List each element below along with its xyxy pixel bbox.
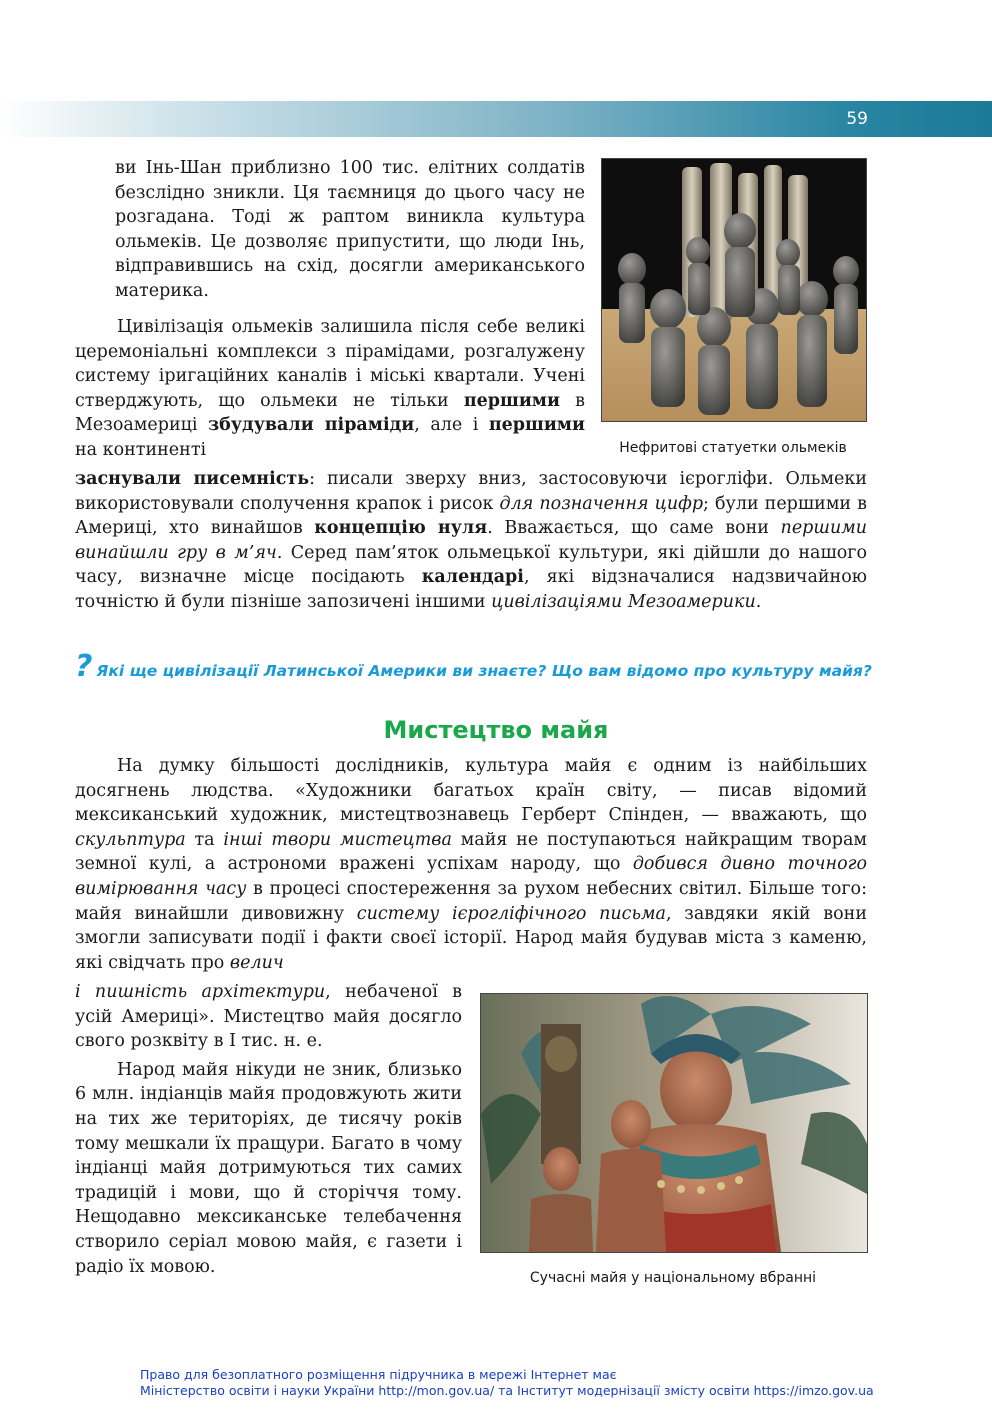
olmec-s9: , які відзначалися надзвичайною точністю й були пізніше запозичені іншими [75,567,867,612]
review-question [75,649,875,684]
olmec-figurines-photo [601,158,867,422]
section-title: Мистецтво майя [383,716,609,744]
maya-i4: систему ієрогліфічного письма [356,903,666,924]
question-text: Які ще цивілізації Латинської Америки ви знаєте? Що вам відомо про культуру майя? [96,662,872,680]
last-paragraph: Народ майя нікуди не зник, близько 6 млн. індіанців майя продовжують жити на тих же територіях, де тисячу років тому мешкали їх пращури. Багато в чому індіанці майя дотримуються тих самих традицій і мови, що й сторіччя тому. Нещодавно мексиканське телебачення створило серіал мовою майя, є газети і радіо їх мовою. [75,1059,462,1277]
page-number: 59 [846,109,868,129]
olmec-i3: цивілізаціями Мезоамерики [491,591,756,612]
maya-costume-photo [480,993,868,1253]
olmec-s5: : писали зверху вниз, застосовуючи ієрогліфи. Ольмеки використовували сполучення крапок і рисок [75,469,868,514]
olmec-text-part2 [75,467,867,615]
olmec-b2: збудували піраміди [207,415,415,436]
maya-s5: , завдяки якій вони змогли записувати події і факти своєї історії. Народ майя будував міста з каменю, які свідчать про [75,903,868,973]
olmec-b4: заснували писемність [75,469,310,489]
maya-s1: На думку більшості дослідників, культура майя є одним із найбільших досягнень людства. «Художники багатьох країн світу, — писав відомий мексиканський художник, мистецтвознавець Герберт Спінден, — вважають, що [75,756,867,826]
olmec-b6: календарі [421,567,524,588]
maya-i3: добився дивно точного вимірювання часу [75,854,867,899]
maya-i6: і пишність архітектури [75,982,326,1002]
footer-line2: Міністерство освіти і науки України http://mon.gov.ua/ та Інститут модернізації змісту освіти https://imzo.gov.ua [140,1383,874,1398]
header-bar [0,101,992,137]
maya-s2: та [185,829,224,850]
olmec-s8: . Серед пам’яток ольмецької культури, які дійшли до нашого часу, визначне місце посідають [75,542,867,588]
olmec-s7: . Вважається, що саме вони [487,518,781,539]
olmec-s4: на континенті [75,439,207,460]
olmec-i1: для позначення цифр [499,493,704,514]
olmec-b3: першими [488,415,585,436]
figure1-caption: Нефритові статуетки ольмеків [619,440,847,456]
question-mark-icon: ? [75,649,93,684]
maya-s3: майя не поступаються найкращим творам земної кулі, а астрономи вражені успіхам народу, що [75,829,867,875]
maya-s4: в процесі спостереження за рухом небесних світил. Більше того: майя винайшли дивовижну [75,878,867,924]
footer-line1: Право для безоплатного розміщення підручника в мережі Інтернет має [140,1367,617,1382]
olmec-s1: Цивілізація ольмеків залишила після себе великі церемоніальні комплекси з пірамідами, розгалужену систему іригаційних каналів і міські квартали. Учені стверджують, що ольмеки не тільки [75,317,585,411]
olmec-paragraph-top [75,315,585,463]
maya-paragraph-bottom [75,980,462,1279]
maya-paragraph-top [75,754,867,975]
olmec-s10: . [755,591,762,612]
olmec-b5: концепцію нуля [314,518,488,539]
intro-text: ви Інь-Шан приблизно 100 тис. елітних солдатів безслідно зникли. Ця таємниця до цього часу не розгадана. Тоді ж раптом виникла культура ольмеків. Це дозволяє припустити, що люди Інь, відправившись на схід, досягли американського материка. [115,158,585,301]
olmec-b1: першими [463,390,560,411]
olmec-s6: ; були першими в Америці, хто винайшов [75,493,868,539]
maya-i5: велич [229,952,284,973]
footer-copyright [140,1367,874,1399]
olmec-i2: першими винайшли гру в м’яч [75,518,868,563]
maya-text-part2 [75,980,462,1054]
olmec-s2: в Мезоамериці [75,390,585,436]
figure2-caption: Сучасні майя у національному вбранні [529,1270,817,1286]
olmec-s3: , але і [414,415,489,436]
olmec-text-part1 [75,315,585,463]
maya-text-part1 [75,754,867,975]
maya-i2: інші твори мистецтва [223,829,452,850]
intro-paragraph [115,156,585,304]
maya-s6: , небаченої в усій Америці». Мистецтво майя досягло свого розквіту в І тис. н. е. [75,982,462,1052]
maya-i1: скульптура [75,829,186,850]
olmec-paragraph-bottom [75,467,867,615]
